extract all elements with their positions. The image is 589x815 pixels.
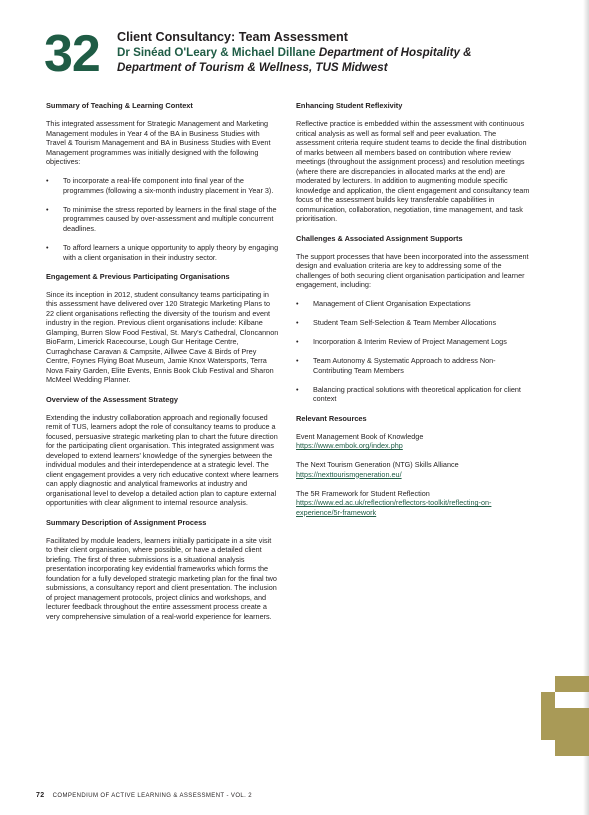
author-names: Dr Sinéad O'Leary & Michael Dillane (117, 46, 316, 59)
resource-link[interactable]: https://nexttourismgeneration.eu/ (296, 469, 402, 479)
author-department: Department of Hospitality & Department of Tourism & Wellness, TUS Midwest (117, 46, 472, 74)
resource-item (296, 489, 532, 518)
resources-list (296, 432, 532, 518)
paragraph: The support processes that have been incorporated into the assessment design and evaluation criteria are key to addressing some of the challenges of both securing client organisation participation and learner engagement, including: (296, 251, 529, 290)
paragraph: Facilitated by module leaders, learners initially participate in a site visit to their client organisation, where possible, or have a detailed client briefing. The first of three submissions is a situational analysis presentation incorporating key evidential frameworks which forms the foundation for a fully developed strategic marketing plan for the final two submissions, a consultancy report and client presentation. The inclusion of project management protocols, project clinics and workshops, and lecturer feedback throughout the entire assessment process create a very comprehensive simulation of a real-world experience for learners. (46, 535, 277, 621)
resource-title: Event Management Book of Knowledge (296, 431, 424, 441)
right-column (296, 101, 532, 527)
list-item: • Management of Client Organisation Expectations (296, 299, 532, 309)
page-footer (36, 792, 252, 799)
section-heading: Summary of Teaching & Learning Context (46, 101, 193, 110)
section-heading: Challenges & Associated Assignment Supports (296, 233, 463, 243)
resource-item (296, 432, 532, 451)
paragraph: Reflective practice is embedded within the assessment with continuous critical analysis as well as formal self and peer evaluation. The assessment criteria require student teams to decide the final distribution of marks between all members based on contribution where review meetings (throughout the assignment process) and resolution meetings (where there are discrepancies in allocated marks at the end) are moderated by lecturers. In addition to augmenting module specific knowledge and application, the client engagement and consultancy team focus of the assessment builds key transferable capabilities in communication, collaboration, negotiation, time management, and task prioritisation. (296, 119, 530, 224)
author-line (117, 45, 537, 75)
paragraph: Extending the industry collaboration approach and regionally focused remit of TUS, learners adopt the role of consultancy teams to produce a focused, persuasive strategic marketing plan to chart the future direction for the participating client organisation. This integrated assignment was developed to extend learners' knowledge of the synergies between the individual modules and their interdependence at a strategic level. The client engagement provides a very rich educative context where learners can apply diagnostic and analytical frameworks at industry and organisational level to develop a detailed action plan to capture external opportunities with clear alignment to internal resource analysis. (46, 412, 279, 508)
left-column (46, 101, 279, 631)
footer-text: COMPENDIUM OF ACTIVE LEARNING & ASSESSMENT - VOL. 2 (52, 793, 252, 799)
list-item: • Balancing practical solutions with theoretical application for client context (296, 385, 532, 404)
section-heading: Enhancing Student Reflexivity (296, 101, 403, 110)
section-heading: Relevant Resources (296, 413, 367, 423)
title-block (117, 30, 537, 75)
list-item: • Incorporation & Interim Review of Project Management Logs (296, 337, 532, 347)
list-item: • Team Autonomy & Systematic Approach to address Non-Contributing Team Members (296, 356, 532, 375)
paragraph: This integrated assessment for Strategic Management and Marketing Management modules in Year 4 of the BA in Business Studies with Travel & Tourism Management and BA in Business Studies with Event Management programmes was initially designed with the following objectives: (46, 119, 271, 167)
list-item: • To afford learners a unique opportunity to apply theory by engaging with a client organisation in their industry sector. (46, 243, 279, 262)
list-item: • To incorporate a real-life component into final year of the programmes (following a six-month industry placement in Year 3). (46, 176, 279, 195)
list-item: • To minimise the stress reported by learners in the final stage of the programmes caused by over-assessment and multiple concurrent deadlines. (46, 205, 279, 234)
article-number: 32 (44, 25, 100, 83)
resource-link[interactable]: https://www.embok.org/index.php (296, 441, 403, 451)
supports-list (296, 299, 532, 404)
page-number: 72 (36, 792, 45, 799)
paragraph: Since its inception in 2012, student consultancy teams participating in this assessment have delivered over 120 Strategic Marketing Plans to 22 client organisations reflecting the diversity of the tourism and event industry in the region. Previous client organisations include: Kilbane Glamping, Burren Slow Food Festival, St. Mary's Cathedral, Cloncannon BioFarm, Limerick Racecourse, Lough Gur Heritage Centre, Curraghchase Caravan & Campsite, Aillwee Cave & Birds of Prey Centre, Foynes Flying Boat Museum, Jamie Knox Watersports, Terra Nova Fairy Garden, Elite Events, Ennis Book Club Festival and Sharon McMeel Wedding Planner. (46, 289, 279, 385)
resource-item (296, 460, 532, 479)
section-heading: Overview of the Assessment Strategy (46, 394, 178, 404)
resource-title: The Next Tourism Generation (NTG) Skills Alliance (296, 460, 459, 470)
section-heading: Summary Description of Assignment Process (46, 517, 207, 527)
section-heading: Engagement & Previous Participating Organisations (46, 271, 230, 281)
article-title: Client Consultancy: Team Assessment (117, 30, 348, 44)
list-item: • Student Team Self-Selection & Team Member Allocations (296, 318, 532, 328)
resource-link[interactable]: https://www.ed.ac.uk/reflection/reflectors-toolkit/reflecting-on-experience/5r-framework (296, 498, 492, 517)
page-edge-shadow (583, 0, 589, 815)
objectives-list (46, 176, 279, 262)
resource-title: The 5R Framework for Student Reflection (296, 488, 430, 498)
